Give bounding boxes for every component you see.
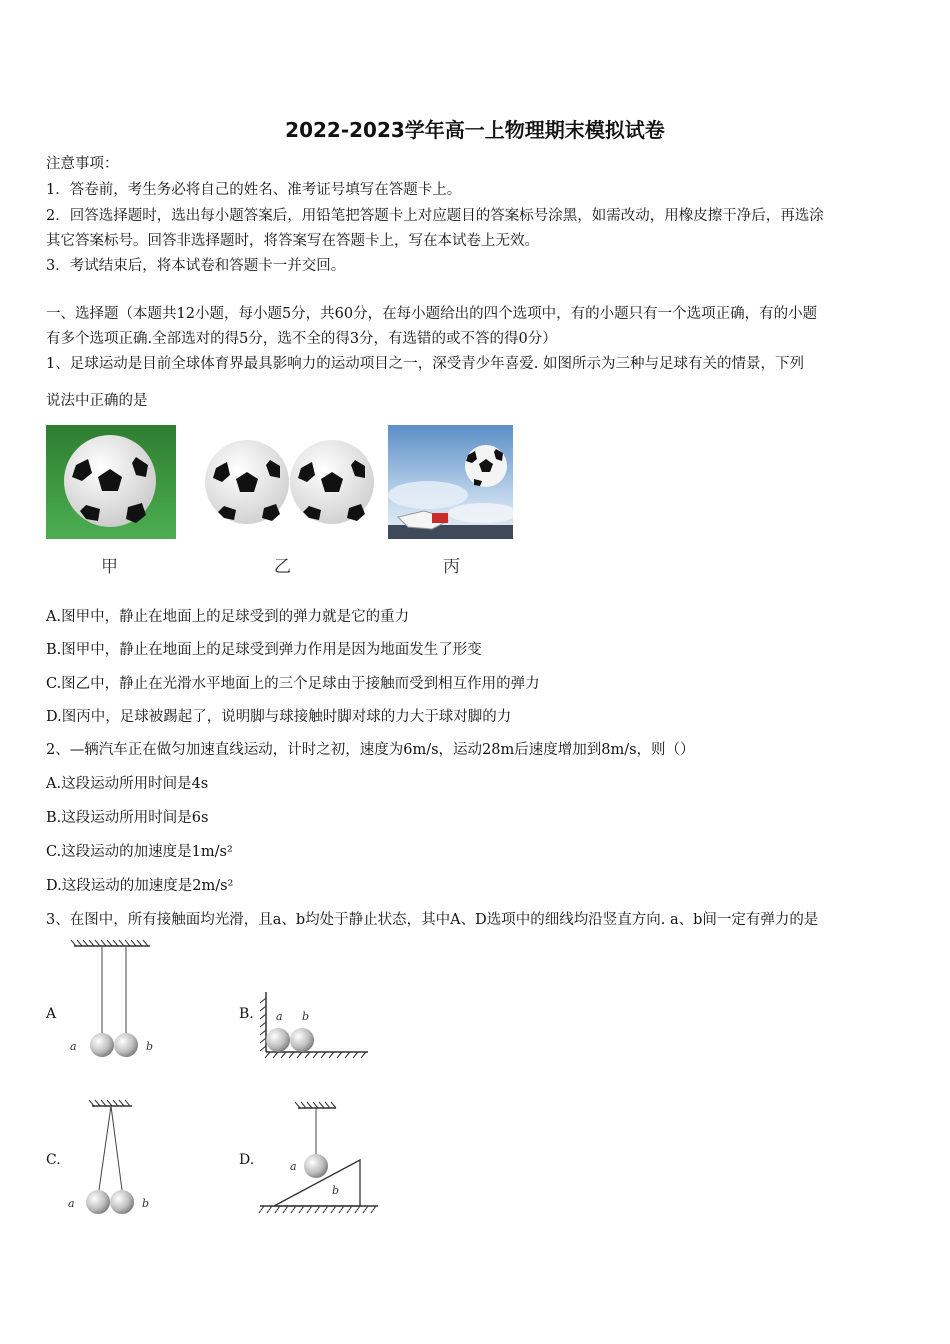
q2-option: D.这段运动的加速度是2m/s² xyxy=(46,878,234,894)
ball-label-a: a xyxy=(290,1160,297,1173)
q1-option: A.图甲中，静止在地面上的足球受到的弹力就是它的重力 xyxy=(46,609,410,625)
ball-label-b: b xyxy=(302,1010,310,1023)
kicked-soccer-ball-figure xyxy=(388,425,513,539)
diagram-a-hanging-balls xyxy=(64,938,164,1062)
option-label-a: A xyxy=(46,1006,57,1022)
option-label-b: B. xyxy=(239,1006,254,1022)
q1-stem: 1、足球运动是目前全球体育界最具影响力的运动项目之一，深受青少年喜爱. 如图所示为三种与足球有关的情景，下列 xyxy=(46,356,804,372)
diagram-d-ball-on-incline xyxy=(256,1100,380,1218)
q2-stem: 2、—辆汽车正在做匀加速直线运动，计时之初，速度为6m/s，运动28m后速度增加到8m/s，则（） xyxy=(46,742,695,758)
q2-option: C.这段运动的加速度是1m/s² xyxy=(46,844,233,860)
notice-item: 2．回答选择题时，选出每小题答案后，用铅笔把答题卡上对应题目的答案标号涂黑，如需改动，用橡皮擦干净后，再选涂 xyxy=(46,208,824,224)
ball-label-a: a xyxy=(68,1197,75,1210)
q1-option: B.图甲中，静止在地面上的足球受到弹力作用是因为地面发生了形变 xyxy=(46,642,482,658)
q2-option: A.这段运动所用时间是4s xyxy=(46,776,209,792)
figure-caption: 丙 xyxy=(443,557,460,577)
ball-label-a: a xyxy=(276,1010,283,1023)
figure-caption: 甲 xyxy=(101,557,118,577)
two-soccer-balls-figure xyxy=(200,432,380,528)
ball-label-a: a xyxy=(70,1040,77,1053)
option-label-c: C. xyxy=(46,1152,61,1168)
notice-heading: 注意事项： xyxy=(46,156,119,172)
ball-label-b: b xyxy=(142,1197,150,1210)
option-label-d: D. xyxy=(239,1152,255,1168)
soccer-ball-on-grass-figure xyxy=(46,425,176,539)
q1-option: D.图丙中，足球被踢起了，说明脚与球接触时脚对球的力大于球对脚的力 xyxy=(46,709,512,725)
incline-label-b: b xyxy=(332,1184,340,1197)
q3-stem: 3、在图中，所有接触面均光滑，且a、b均处于静止状态，其中A、D选项中的细线均沿竖直方向. a、b间一定有弹力的是 xyxy=(46,912,819,928)
diagram-c-converging-strings xyxy=(64,1096,164,1220)
q1-stem-cont: 说法中正确的是 xyxy=(46,393,148,409)
diagram-b-balls-in-corner xyxy=(256,988,372,1060)
figure-caption: 乙 xyxy=(274,557,291,577)
notice-item: 其它答案标号。回答非选择题时，将答案写在答题卡上，写在本试卷上无效。 xyxy=(46,233,539,249)
section-header: 一、选择题（本题共12小题，每小题5分，共60分，在每小题给出的四个选项中，有的小题只有一个选项正确，有的小题 xyxy=(46,306,818,322)
notice-item: 1．答卷前，考生务必将自己的姓名、准考证号填写在答题卡上。 xyxy=(46,182,462,198)
ball-label-b: b xyxy=(146,1040,154,1053)
q2-option: B.这段运动所用时间是6s xyxy=(46,810,209,826)
q1-option: C.图乙中，静止在光滑水平地面上的三个足球由于接触而受到相互作用的弹力 xyxy=(46,676,540,692)
section-header-cont: 有多个选项正确.全部选对的得5分，选不全的得3分，有选错的或不答的得0分） xyxy=(46,331,557,347)
notice-item: 3．考试结束后，将本试卷和答题卡一并交回。 xyxy=(46,258,346,274)
page-title: 2022-2023学年高一上物理期末模拟试卷 xyxy=(285,118,665,142)
